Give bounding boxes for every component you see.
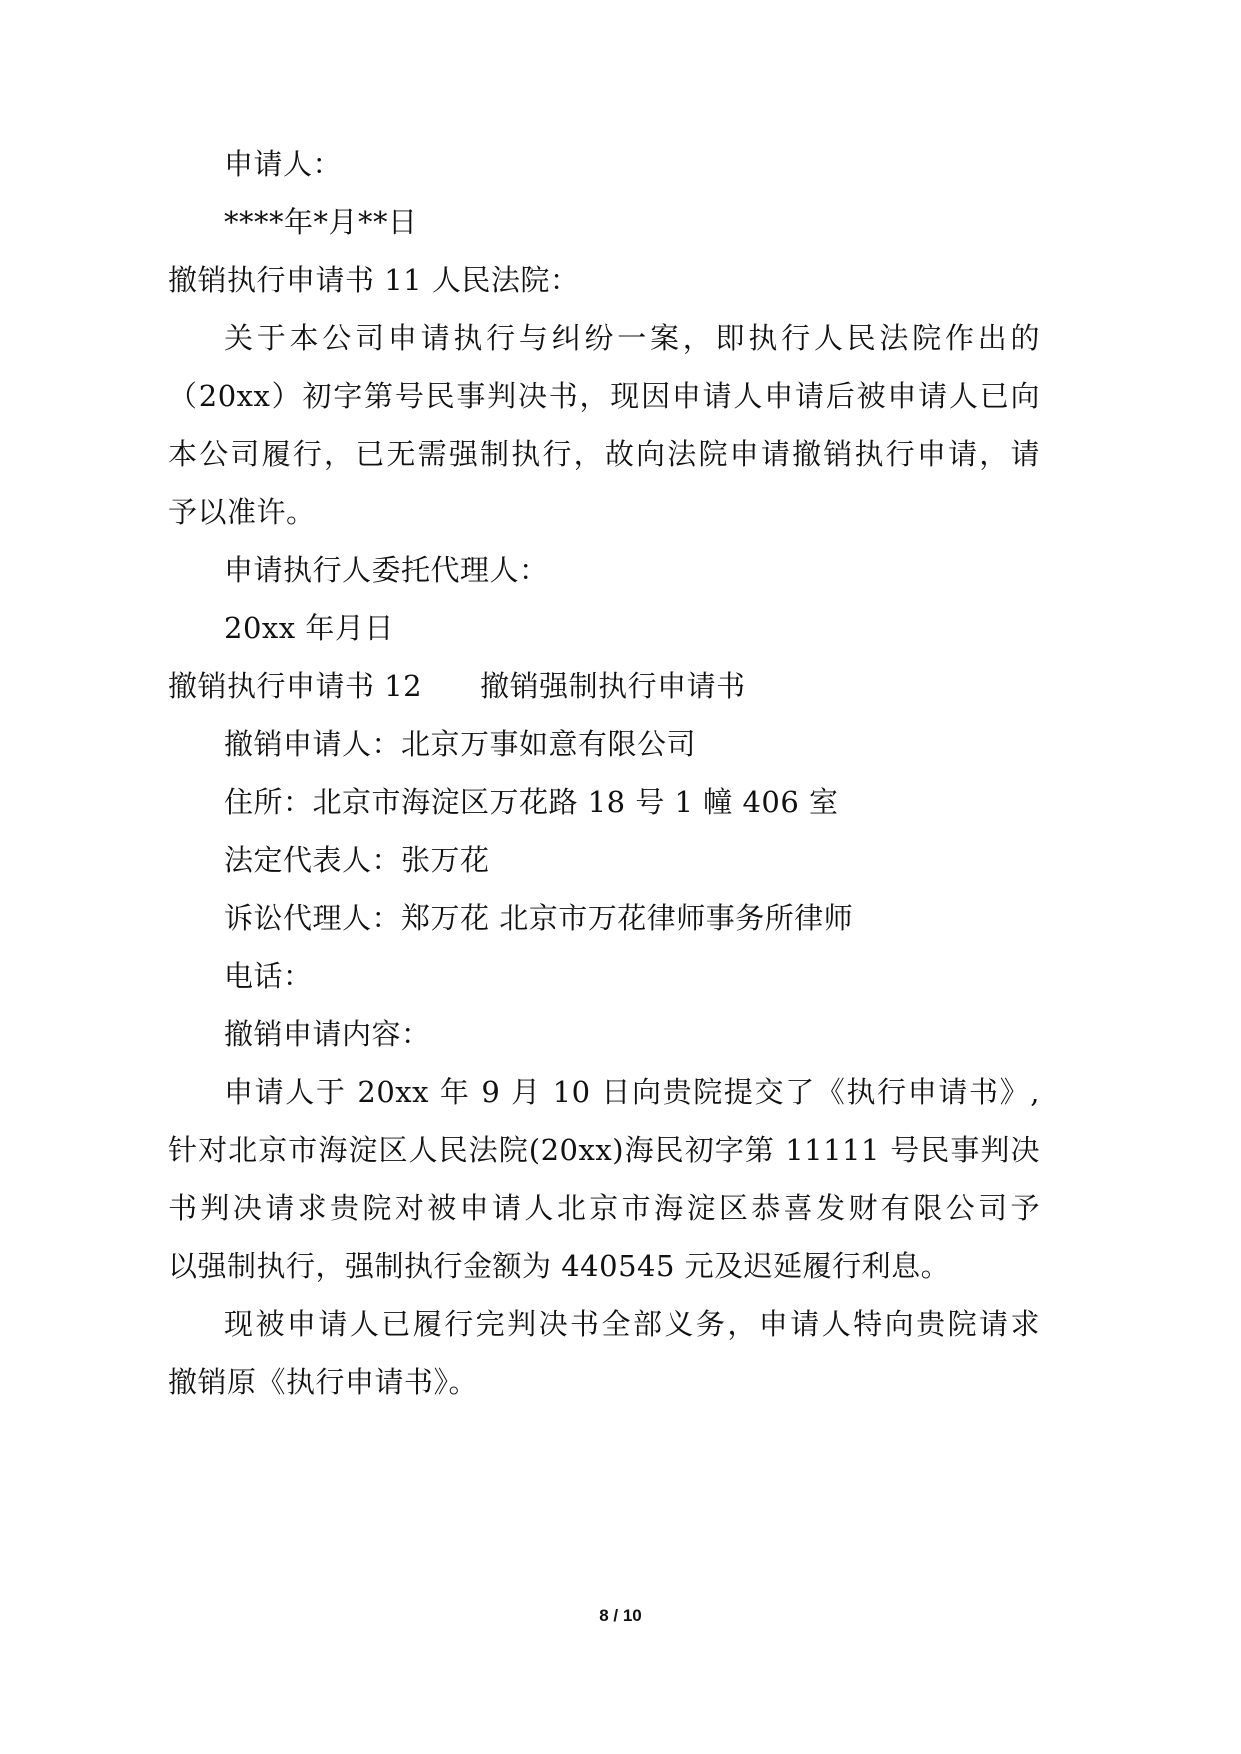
date-placeholder: ****年*月**日 [224, 205, 418, 239]
paragraph-line: （20xx）初字第号民事判决书，现因申请人申请后被申请人已向 [168, 379, 1040, 413]
section-heading-11: 撤销执行申请书 11 人民法院： [168, 263, 580, 297]
revocation-content-heading: 撤销申请内容： [224, 1017, 431, 1051]
agent-label: 申请执行人委托代理人： [224, 553, 549, 587]
page-number: 8 / 10 [599, 1606, 642, 1625]
date-line: 20xx 年月日 [224, 611, 394, 645]
applicant-label: 申请人： [224, 147, 343, 181]
phone-label: 电话： [224, 959, 313, 993]
paragraph-line: 书判决请求贵院对被申请人北京市海淀区恭喜发财有限公司予 [168, 1191, 1040, 1225]
paragraph-line: 予以准许。 [168, 495, 316, 529]
paragraph-line: 现被申请人已履行完判决书全部义务，申请人特向贵院请求 [224, 1307, 1040, 1341]
paragraph-line: 撤销原《执行申请书》。 [168, 1365, 479, 1399]
paragraph-line: 申请人于 20xx 年 9 月 10 日向贵院提交了《执行申请书》, [224, 1075, 1040, 1109]
revoking-applicant: 撤销申请人：北京万事如意有限公司 [224, 727, 697, 761]
paragraph-line: 针对北京市海淀区人民法院(20xx)海民初字第 11111 号民事判决 [168, 1133, 1040, 1167]
document-title: 撤销强制执行申请书 [480, 669, 746, 703]
section-heading-12-label: 撤销执行申请书 12 [168, 669, 423, 703]
legal-representative: 法定代表人：张万花 [224, 843, 490, 877]
paragraph-line: 本公司履行，已无需强制执行，故向法院申请撤销执行申请，请 [168, 437, 1040, 471]
section-heading-12 [168, 668, 746, 704]
litigation-agent: 诉讼代理人：郑万花 北京市万花律师事务所律师 [224, 901, 854, 935]
address-line: 住所：北京市海淀区万花路 18 号 1 幢 406 室 [224, 785, 839, 819]
paragraph-line: 关于本公司申请执行与纠纷一案，即执行人民法院作出的 [224, 321, 1040, 355]
paragraph-line: 以强制执行，强制执行金额为 440545 元及迟延履行利息。 [168, 1249, 951, 1283]
